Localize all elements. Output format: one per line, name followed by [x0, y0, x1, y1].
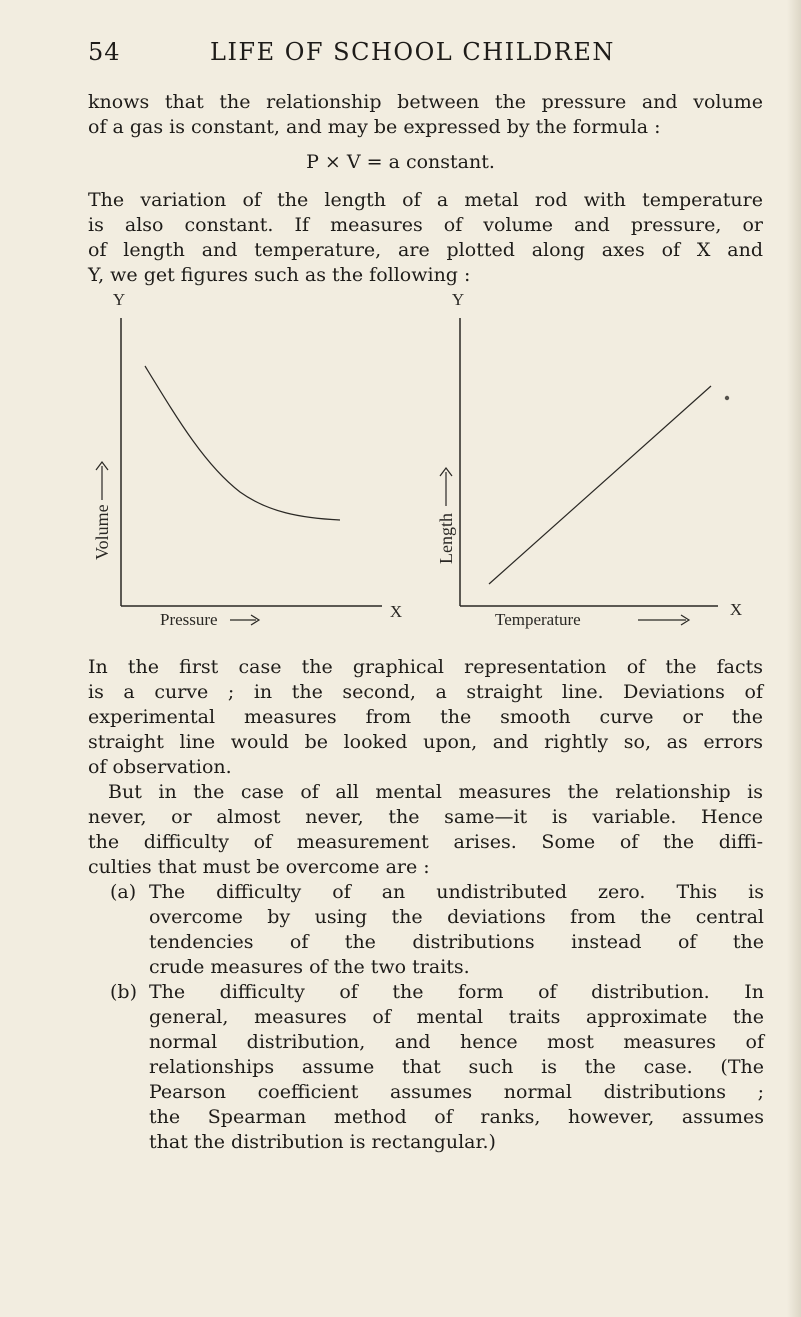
fourth-paragraph	[88, 780, 763, 880]
data-point	[725, 396, 729, 400]
list-item	[110, 880, 764, 980]
item-label: (a)	[110, 881, 137, 903]
figure-diagrams	[0, 270, 801, 640]
text-line: tendencies of the distributions instead of the	[149, 931, 764, 953]
text-line: straight line would be looked upon, and rightly so, as errors	[88, 731, 763, 753]
text-line: of length and temperature, are plotted along axes of X and	[88, 239, 763, 261]
volume-axis-label	[92, 462, 112, 560]
left-y-axis-letter: Y	[112, 290, 126, 309]
item-label: (b)	[110, 981, 137, 1003]
page-number: 54	[88, 38, 121, 66]
text-line: of a gas is constant, and may be expressed by the formula :	[88, 116, 661, 138]
text-line: never, or almost never, the same—it is variable. Hence	[88, 806, 763, 828]
pressure-volume-curve	[145, 366, 340, 520]
page-header	[88, 38, 728, 72]
third-paragraph	[88, 655, 763, 780]
text-line: The difficulty of the form of distribution. In	[149, 981, 764, 1003]
text-line: is a curve ; in the second, a straight line. Deviations of	[88, 681, 763, 703]
text-line: culties that must be overcome are :	[88, 856, 430, 878]
left-x-axis-letter: X	[389, 602, 403, 621]
text-line: relationships assume that such is the case. (The	[149, 1056, 764, 1078]
text-line: overcome by using the deviations from the central	[149, 906, 764, 928]
intro-paragraph	[88, 90, 763, 140]
length-label: Length	[436, 513, 456, 564]
text-line: Y, we get figures such as the following :	[88, 264, 471, 286]
text-line: The difficulty of an undistributed zero. This is	[149, 881, 764, 903]
list-item	[110, 980, 764, 1155]
text-line: But in the case of all mental measures the relationship is	[108, 781, 763, 803]
formula: P × V = a constant.	[306, 151, 495, 173]
text-line: The variation of the length of a metal rod with temperature	[88, 189, 763, 211]
left-diagram	[92, 290, 402, 629]
right-diagram	[436, 290, 742, 629]
running-head: LIFE OF SCHOOL CHILDREN	[210, 38, 615, 66]
text-line: experimental measures from the smooth curve or the	[88, 706, 763, 728]
right-x-axis-letter: X	[729, 600, 743, 619]
text-line: normal distribution, and hence most measures of	[149, 1031, 764, 1053]
item-body	[149, 980, 764, 1155]
length-temperature-line	[489, 386, 711, 584]
length-axis-label	[436, 468, 456, 564]
text-line: Pearson coefficient assumes normal distributions ;	[149, 1081, 764, 1103]
text-line: knows that the relationship between the pressure and volume	[88, 91, 763, 113]
page-edge-shadow	[787, 0, 801, 1317]
temperature-label: Temperature	[495, 610, 581, 629]
text-line: of observation.	[88, 756, 232, 778]
item-body	[149, 880, 764, 980]
text-line: In the first case the graphical representation of the facts	[88, 656, 763, 678]
text-line: general, measures of mental traits approximate the	[149, 1006, 764, 1028]
text-line: the difficulty of measurement arises. Some of the diffi-	[88, 831, 763, 853]
volume-label: Volume	[92, 504, 112, 560]
text-line: is also constant. If measures of volume and pressure, or	[88, 214, 763, 236]
right-y-axis-letter: Y	[451, 290, 465, 309]
text-line: the Spearman method of ranks, however, assumes	[149, 1106, 764, 1128]
text-line: crude measures of the two traits.	[149, 956, 470, 978]
text-line: that the distribution is rectangular.)	[149, 1131, 496, 1153]
pressure-label: Pressure	[160, 610, 218, 629]
